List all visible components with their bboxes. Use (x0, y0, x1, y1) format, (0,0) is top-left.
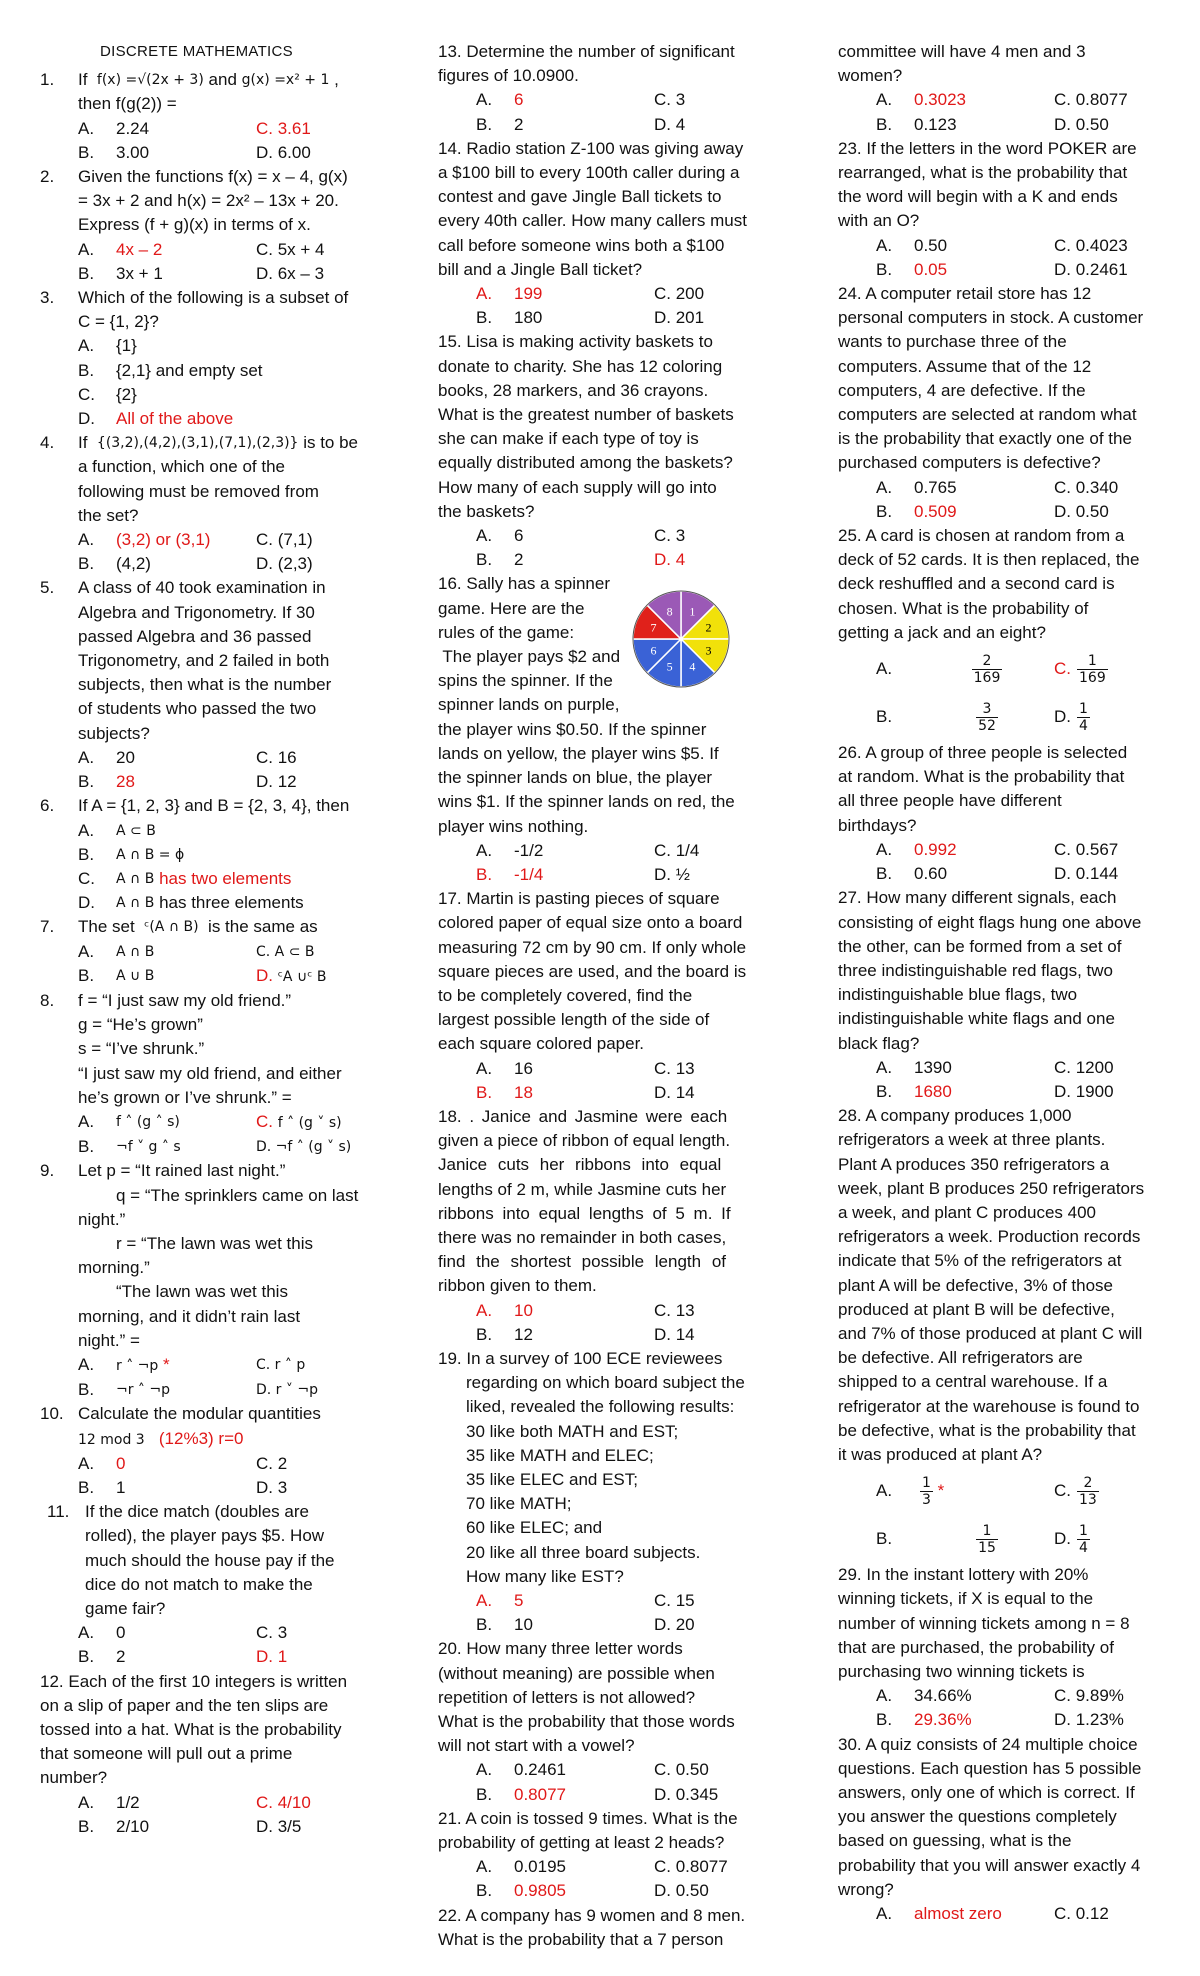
option-c: C. 200 (654, 284, 705, 304)
spinner-label-4: 4 (689, 659, 696, 674)
option-a: -1/2 (514, 840, 544, 860)
option-a: 199 (514, 284, 543, 304)
column-1 (40, 40, 425, 1839)
option-d: has three elements (159, 893, 304, 913)
fx-expr: f(x) =√(2x + 3) (96, 72, 204, 89)
question-4: 4. If {(3,2),(4,2),(3,1),(7,1),(2,3)} is to be a function, which one of the following must be removed from the set? A. (3,2) or (3,1) C. (7,1) B. (4,2) D. (2,3) (40, 431, 425, 576)
option-d: D. 0.50 (1054, 501, 1109, 521)
option-a: 16 (514, 1058, 533, 1078)
option-a: 0 (116, 1623, 126, 1643)
option-d: D. 3 (256, 1477, 288, 1497)
option-c: {2} (116, 384, 137, 404)
option-a: 6 (514, 90, 524, 110)
question-25: 25. A card is chosen at random from a deck of 52 cards. It is then replaced, the deck reshuffled and a second card is chosen. What is the probability of getting a jack and an eight? A. $\frac{2}{169}$ C. $\frac{1}{169}$ B. $\frac{3}{52}$ D. $\frac{1}{4}$ (838, 526, 1140, 734)
spinner-label-8: 8 (666, 604, 673, 619)
option-d: ᶜA ∪ᶜ B (277, 968, 327, 985)
option-c: C. 13 (654, 1300, 695, 1320)
option-a: $\frac{2}{169}$ (973, 652, 1001, 686)
answer-star: * (937, 1480, 945, 1500)
option-d: D. 14 (654, 1324, 695, 1344)
option-b: A ∪ B (116, 967, 155, 984)
answer-note: (12%3) r=0 (158, 1428, 244, 1448)
option-c: f ˄ (g ˅ s) (277, 1114, 342, 1131)
option-b: 0.509 (914, 501, 957, 521)
question-2: 2. Given the functions f(x) = x – 4, g(x) = 3x + 2 and h(x) = 2x² – 13x + 20. Express (f + g)(x) in terms of x. A. 4x – 2 C. 5x + 4 B. 3x + 1 D. 6x – 3 (40, 165, 425, 286)
page-title: DISCRETE MATHEMATICS (100, 43, 293, 60)
question-21: 21. A coin is tossed 9 times. What is the probability of getting at least 2 heads? A. 0.0195 C. 0.8077 B. 0.9805 D. 0.50 (438, 1807, 828, 1904)
question-8: 8. f = “I just saw my old friend.” g = “He’s grown” s = “I’ve shrunk.” “I just saw my old friend, and either he’s grown or I’ve shrunk.” = A. f ˄ (g ˄ s) C. f ˄ (g ˅ s) B. ¬f ˅ g ˄ s D. ¬f ˄ (g ˅ s) (40, 989, 425, 1159)
option-d: $\frac{1}{4}$ (1079, 700, 1088, 734)
q-number: 1. (40, 70, 55, 90)
question-14: 14. Radio station Z-100 was giving away a $100 bill to every 100th caller during a contest and gave Jingle Ball tickets to every 40th caller. How many callers must call before someone wins both a $100 bill and a Jingle Ball ticket? A. 199 C. 200 B. 180 D. 201 (438, 137, 828, 331)
option-a: 1/2 (116, 1792, 140, 1812)
option-d: D. 4 (654, 114, 686, 134)
option-c: C. 15 (654, 1591, 695, 1610)
option-d: D. 0.50 (654, 1881, 709, 1901)
option-c: C. 3 (256, 1623, 288, 1643)
option-d: D. (2,3) (256, 554, 313, 574)
option-c: C. 5x + 4 (256, 239, 325, 259)
option-c: has two elements (159, 868, 292, 888)
option-b: 180 (514, 308, 543, 328)
option-d: D. 1 (256, 1647, 288, 1667)
option-c: C. A ⊂ B (256, 943, 315, 960)
option-c: C. 3 (654, 90, 686, 110)
option-c: C. 0.8077 (1054, 90, 1128, 110)
option-b: $\frac{1}{15}$ (978, 1522, 996, 1556)
question-18: 18. . Janice and Jasmine were each given a piece of ribbon of equal length. Janice cuts her ribbons into equal lengths of 2 m, while Jasmine cuts her ribbons into equal lengths of 5 m. If there was no remainder in both cases, find the shortest possible length of ribbon given to them. A. 10 C. 13 B. 12 D. 14 (438, 1105, 828, 1347)
answer-star: * (163, 1354, 170, 1374)
option-a: 0.3023 (914, 90, 966, 110)
option-b: 10 (514, 1615, 533, 1635)
option-a: almost zero (914, 1904, 1002, 1924)
option-c: $\frac{1}{169}$ (1079, 652, 1106, 686)
option-b: 3x + 1 (116, 263, 163, 283)
gx-expr: g(x) =x² + 1 (241, 72, 330, 89)
option-b: {2,1} and empty set (116, 360, 263, 380)
option-c: $\frac{2}{13}$ (1079, 1474, 1097, 1508)
question-23: 23. If the letters in the word POKER are rearranged, what is the probability that the word will begin with a K and ends with an O? A. 0.50 C. 0.4023 B. 0.05 D. 0.2461 (838, 137, 1178, 282)
option-d: D. 1.23% (1054, 1710, 1124, 1730)
option-b: 2 (514, 550, 524, 570)
option-a: r ˄ ¬p (116, 1357, 159, 1374)
option-d: All of the above (116, 409, 234, 429)
question-6: 6. If A = {1, 2, 3} and B = {2, 3, 4}, then A. A ⊂ B B. A ∩ B = ϕ C. A ∩ B has two elements D. A ∩ B has three elements (40, 794, 425, 915)
option-d: D. 6.00 (256, 142, 311, 162)
option-b: 0.123 (914, 114, 957, 134)
question-5: 5. A class of 40 took examination in Algebra and Trigonometry. If 30 passed Algebra and 36 passed Trigonometry, and 2 failed in both subjects, then what is the number of students who passed the two subjects? A. 20 C. 16 B. 28 D. 12 (40, 576, 425, 794)
option-c: C. (7,1) (256, 530, 313, 550)
option-b: 3.00 (116, 142, 150, 162)
option-a: 34.66% (914, 1686, 972, 1706)
option-c: C. 0.567 (1054, 839, 1119, 859)
option-b: 12 (514, 1324, 533, 1344)
option-a: 0.0195 (514, 1857, 566, 1877)
question-22-cont: committee will have 4 men and 3 women? A. 0.3023 C. 0.8077 B. 0.123 D. 0.50 (838, 40, 1178, 137)
question-19: 19. In a survey of 100 ECE reviewees regarding on which board subject the liked, revealed the following results: 30 like both MATH and EST; 35 like MATH and ELEC; 35 like ELEC and EST; 70 like MATH; 60 like ELEC; and 20 like all three board subjects. How many like EST? A. 5 C. 15 B. 10 D. 20 (438, 1347, 828, 1637)
option-b: 0.05 (914, 259, 948, 279)
option-a: 10 (514, 1300, 533, 1320)
option-a: 0.50 (914, 235, 948, 255)
question-24: 24. A computer retail store has 12 personal computers in stock. A customer wants to purchase three of the computers. Assume that of the 12 computers, 4 are defective. If the computers are selected at random what is the probability that exactly one of the purchased computers is defective? A. 0.765 C. 0.340 B. 0.509 D. 0.50 (838, 282, 1178, 524)
option-c: C. 0.8077 (654, 1857, 728, 1877)
option-a: f ˄ (g ˄ s) (116, 1113, 180, 1130)
option-d: D. 0.144 (1054, 864, 1119, 884)
option-d: D. r ˅ ¬p (256, 1382, 318, 1399)
set-expr: {(3,2),(4,2),(3,1),(7,1),(2,3)} (96, 435, 299, 452)
option-c: C. 1/4 (654, 840, 700, 860)
question-13: 13. Determine the number of significant figures of 10.0900. A. 6 C. 3 B. 2 D. 4 (438, 40, 828, 137)
option-a: 6 (514, 526, 524, 546)
option-a: (3,2) or (3,1) (116, 530, 211, 550)
option-d: D. 14 (654, 1082, 695, 1102)
question-29: 29. In the instant lottery with 20% winning tickets, if X is equal to the number of winning tickets among n = 8 that are purchased, the probability of purchasing two winning tickets is A. 34.66% C. 9.89% B. 29.36% D. 1.23% (838, 1563, 1178, 1732)
option-b: A ∩ B = ϕ (116, 846, 185, 863)
option-a: A ∩ B (116, 943, 155, 960)
option-c: C. 0.340 (1054, 477, 1119, 497)
option-a: 5 (514, 1591, 524, 1610)
option-d: D. 20 (654, 1615, 695, 1635)
option-b: 28 (116, 772, 135, 792)
option-d: D. ½ (654, 864, 690, 884)
option-c: C. 0.4023 (1054, 235, 1128, 255)
option-a: $\frac{1}{3}$ (922, 1474, 931, 1508)
question-17: 17. Martin is pasting pieces of square colored paper of equal size onto a board measuring 72 cm by 90 cm. If only whole square pieces are used, and the board is to be completely covered, find the largest possible length of the side of each square colored paper. A. 16 C. 13 B. 18 D. 14 (438, 887, 828, 1105)
question-20: 20. How many three letter words (without meaning) are possible when repetition of letters is not allowed? What is the probability that those words will not start with a vowel? A. 0.2461 C. 0.50 B. 0.8077 D. 0.345 (438, 1637, 828, 1806)
option-b: 1680 (914, 1081, 952, 1101)
option-d: D. 0.2461 (1054, 259, 1128, 279)
spinner-graphic (630, 588, 732, 690)
option-a: 0.2461 (514, 1760, 566, 1780)
question-9: 9. Let p = “It rained last night.” q = “The sprinklers came on last night.” r = “The lawn was wet this morning.” “The lawn was wet this morning, and it didn’t rain last night.” = A. r ˄ ¬p * C. r ˄ p B. ¬r ˄ ¬p D. r ˅ ¬p (40, 1159, 425, 1402)
option-a: A ⊂ B (116, 822, 156, 839)
option-d: D. 0.50 (1054, 114, 1109, 134)
spinner-label-6: 6 (650, 643, 657, 658)
option-c: C. 4/10 (256, 1792, 311, 1812)
option-c: C. 0.12 (1054, 1904, 1109, 1924)
option-d: D. 1900 (1054, 1081, 1114, 1101)
option-b: 0.9805 (514, 1881, 566, 1901)
option-b: -1/4 (514, 864, 544, 884)
spinner-label-3: 3 (705, 643, 712, 658)
column-2 (438, 40, 828, 1952)
option-c: C. 1200 (1054, 1057, 1114, 1077)
option-d: D. 4 (654, 550, 686, 570)
option-b: 2/10 (116, 1816, 150, 1836)
question-7: 7. The set ᶜ(A ∩ B) is the same as A. A ∩ B C. A ⊂ B B. A ∪ B D. ᶜA ∪ᶜ B (40, 915, 425, 989)
question-30: 30. A quiz consists of 24 multiple choice questions. Each question has 5 possible answers, only one of which is correct. If you answer the questions completely based on guessing, what is the probability that you will answer exactly 4 wrong? A. almost zero C. 0.12 (838, 1733, 1178, 1927)
option-c: C. 3.61 (256, 118, 311, 138)
option-a: 1390 (914, 1057, 952, 1077)
option-a: 20 (116, 747, 135, 767)
option-a: {1} (116, 336, 137, 356)
option-d: D. 0.345 (654, 1784, 719, 1804)
spinner-label-7: 7 (650, 620, 657, 635)
question-15: 15. Lisa is making activity baskets to donate to charity. She has 12 coloring books, 28 markers, and 36 crayons. What is the greatest number of baskets she can make if each type of toy is equally distributed among the baskets? How many of each supply will go into the baskets? A. 6 C. 3 B. 2 D. 4 (438, 330, 828, 572)
option-d: D. 201 (654, 308, 705, 328)
option-d: D. ¬f ˄ (g ˅ s) (256, 1139, 352, 1156)
option-c: C. 3 (654, 526, 686, 546)
option-a: 0.765 (914, 477, 957, 497)
option-b: 0.8077 (514, 1784, 566, 1804)
option-b: $\frac{3}{52}$ (978, 700, 996, 734)
option-c: C. 9.89% (1054, 1686, 1124, 1706)
option-a: 0 (116, 1453, 126, 1473)
option-b: 0.60 (914, 864, 948, 884)
spinner-label-5: 5 (666, 659, 673, 674)
option-b: 2 (514, 114, 524, 134)
option-b: 29.36% (914, 1710, 972, 1730)
option-b: 1 (116, 1477, 126, 1497)
question-28: 28. A company produces 1,000 refrigerators a week at three plants. Plant A produces 350 refrigerators a week, plant B produces 250 refrigerators a week, and plant C produces 400 refrigerators a week. Production records indicate that 5% of the refrigerators at plant A will be defective, 3% of those produced at plant B will be defective, and 7% of those produced at plant C will be defective. All refrigerators are shipped to a central warehouse. If a refrigerator at the warehouse is found to be defective, what is the probability that it was produced at plant A? A. $\frac{1}{3}$ * C. $\frac{2}{13}$ B. $\frac{1}{15}$ D. $\frac{1}{4}$ (838, 1106, 1145, 1556)
option-c: C. 2 (256, 1453, 288, 1473)
option-d: D. 12 (256, 772, 297, 792)
option-b: ¬f ˅ g ˄ s (116, 1139, 181, 1156)
option-a: 0.992 (914, 839, 957, 859)
option-a: 4x – 2 (116, 239, 163, 259)
option-d: D. 3/5 (256, 1816, 302, 1836)
question-22: 22. A company has 9 women and 8 men. What is the probability that a 7 person (438, 1905, 746, 1949)
question-1: 1. If f(x) =√(2x + 3) and g(x) =x² + 1 , then f(g(2)) = A. 2.24 C. 3.61 B. 3.00 D. 6.00 (40, 68, 425, 165)
option-b: 2 (116, 1647, 126, 1667)
option-b: ¬r ˄ ¬p (116, 1382, 171, 1399)
option-d: D. 6x – 3 (256, 263, 325, 283)
question-16: 16. Sally has a spinner game. Here are the rules of the game: The player pays $2 and spins the spinner. If the spinner lands on purple, the player wins $0.50. If the spinner lands on yellow, the player wins $5. If the spinner lands on blue, the player wins $1. If the spinner lands on red, the player wins nothing. A. -1/2 C. 1/4 B. -1/4 D. ½ (438, 572, 828, 887)
question-12: 12. Each of the first 10 integers is written on a slip of paper and the ten slips are tossed into a hat. What is the probability that someone will pull out a prime number? A. 1/2 C. 4/10 B. 2/10 D. 3/5 (40, 1670, 425, 1839)
option-b: 18 (514, 1082, 533, 1102)
option-c: C. 13 (654, 1058, 695, 1078)
option-c: C. 16 (256, 747, 297, 767)
option-c: C. 0.50 (654, 1760, 709, 1780)
spinner-label-1: 1 (689, 604, 696, 619)
question-10: 10. Calculate the modular quantities 12 mod 3 (12%3) r=0 A. 0 C. 2 B. 1 D. 3 (40, 1402, 425, 1500)
spinner-label-2: 2 (705, 620, 712, 635)
option-d: $\frac{1}{4}$ (1079, 1522, 1088, 1556)
question-26: 26. A group of three people is selected at random. What is the probability that all three people have different birthdays? A. 0.992 C. 0.567 B. 0.60 D. 0.144 (838, 741, 1178, 886)
question-27: 27. How many different signals, each consisting of eight flags hung one above the other, can be formed from a set of three indistinguishable red flags, two indistinguishable blue flags, two indistinguishable white flags and one black flag? A. 1390 C. 1200 B. 1680 D. 1900 (838, 886, 1178, 1104)
question-3: 3. Which of the following is a subset of C = {1, 2}? A. {1} B. {2,1} and empty set C. {2} D. All of the above (40, 286, 425, 431)
option-b: (4,2) (116, 554, 151, 574)
option-a: 2.24 (116, 118, 150, 138)
option-c: C. r ˄ p (256, 1356, 306, 1373)
question-11: 11. If the dice match (doubles are rolled), the player pays $5. How much should the house pay if the dice do not match to make the game fair? A. 0 C. 3 B. 2 D. 1 (40, 1500, 425, 1669)
column-3 (838, 40, 1178, 1926)
